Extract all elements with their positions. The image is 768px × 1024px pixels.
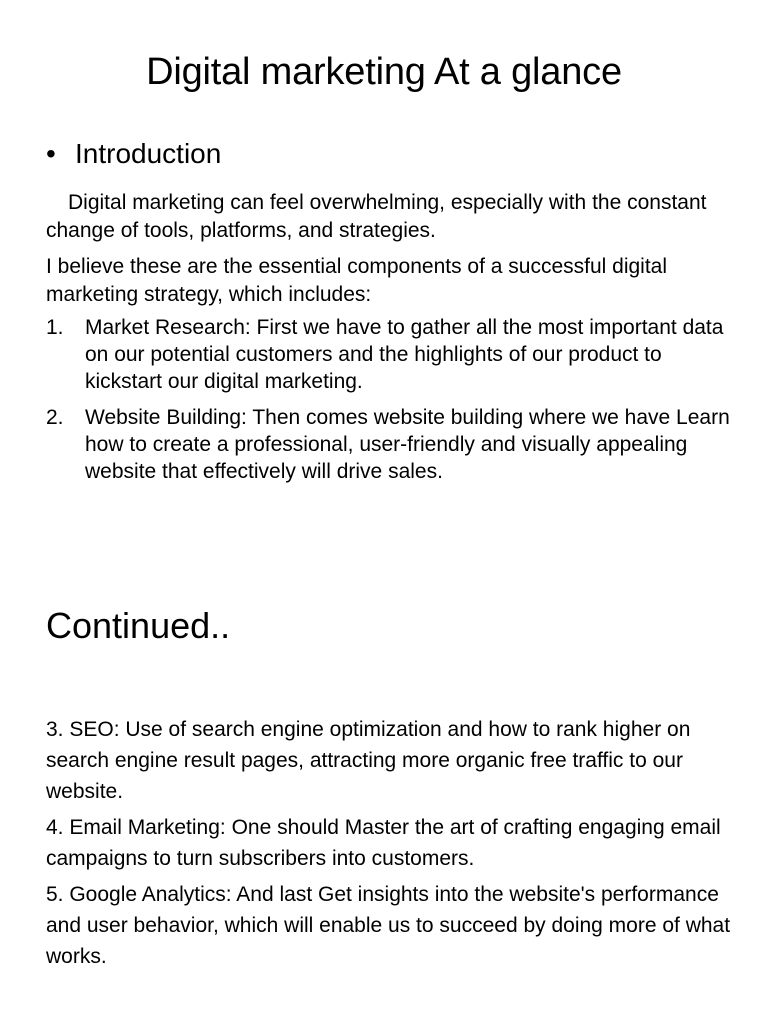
bullet-dot-icon: •: [46, 138, 56, 169]
components-paragraph: I believe these are the essential components of a successful digital marketing strategy, which includes:: [46, 255, 668, 306]
list-text: Website Building: Then comes website building where we have Learn how to create a professional, user-friendly and visually appealing website that effectively will drive sales.: [85, 406, 730, 483]
intro-paragraph: Digital marketing can feel overwhelming, especially with the constant change of tools, platforms, and strategies.: [46, 191, 707, 242]
slide-continued: [0, 512, 768, 1024]
list-number: 2.: [46, 406, 64, 429]
paragraph-seo: 3. SEO: Use of search engine optimization and how to rank higher on search engine result pages, attracting more organic free traffic to our website.: [46, 718, 691, 803]
bullet-label: Introduction: [75, 138, 222, 169]
list-number: 1.: [46, 316, 64, 339]
list-item-website-building: [46, 404, 736, 485]
paragraph-google-analytics: 5. Google Analytics: And last Get insights into the website's performance and user behavior, which will enable us to succeed by doing more of what works.: [46, 883, 731, 968]
list-text: Market Research: First we have to gather all the most important data on our potential customers and the highlights of our product to kickstart our digital marketing.: [85, 316, 724, 393]
slide-title: Continued..: [46, 605, 231, 646]
paragraph-email-marketing: 4. Email Marketing: One should Master the art of crafting engaging email campaigns to turn subscribers into customers.: [46, 816, 721, 870]
bullet-introduction: [46, 136, 221, 172]
list-item-market-research: [46, 314, 736, 395]
slide-title: Digital marketing At a glance: [146, 51, 622, 93]
